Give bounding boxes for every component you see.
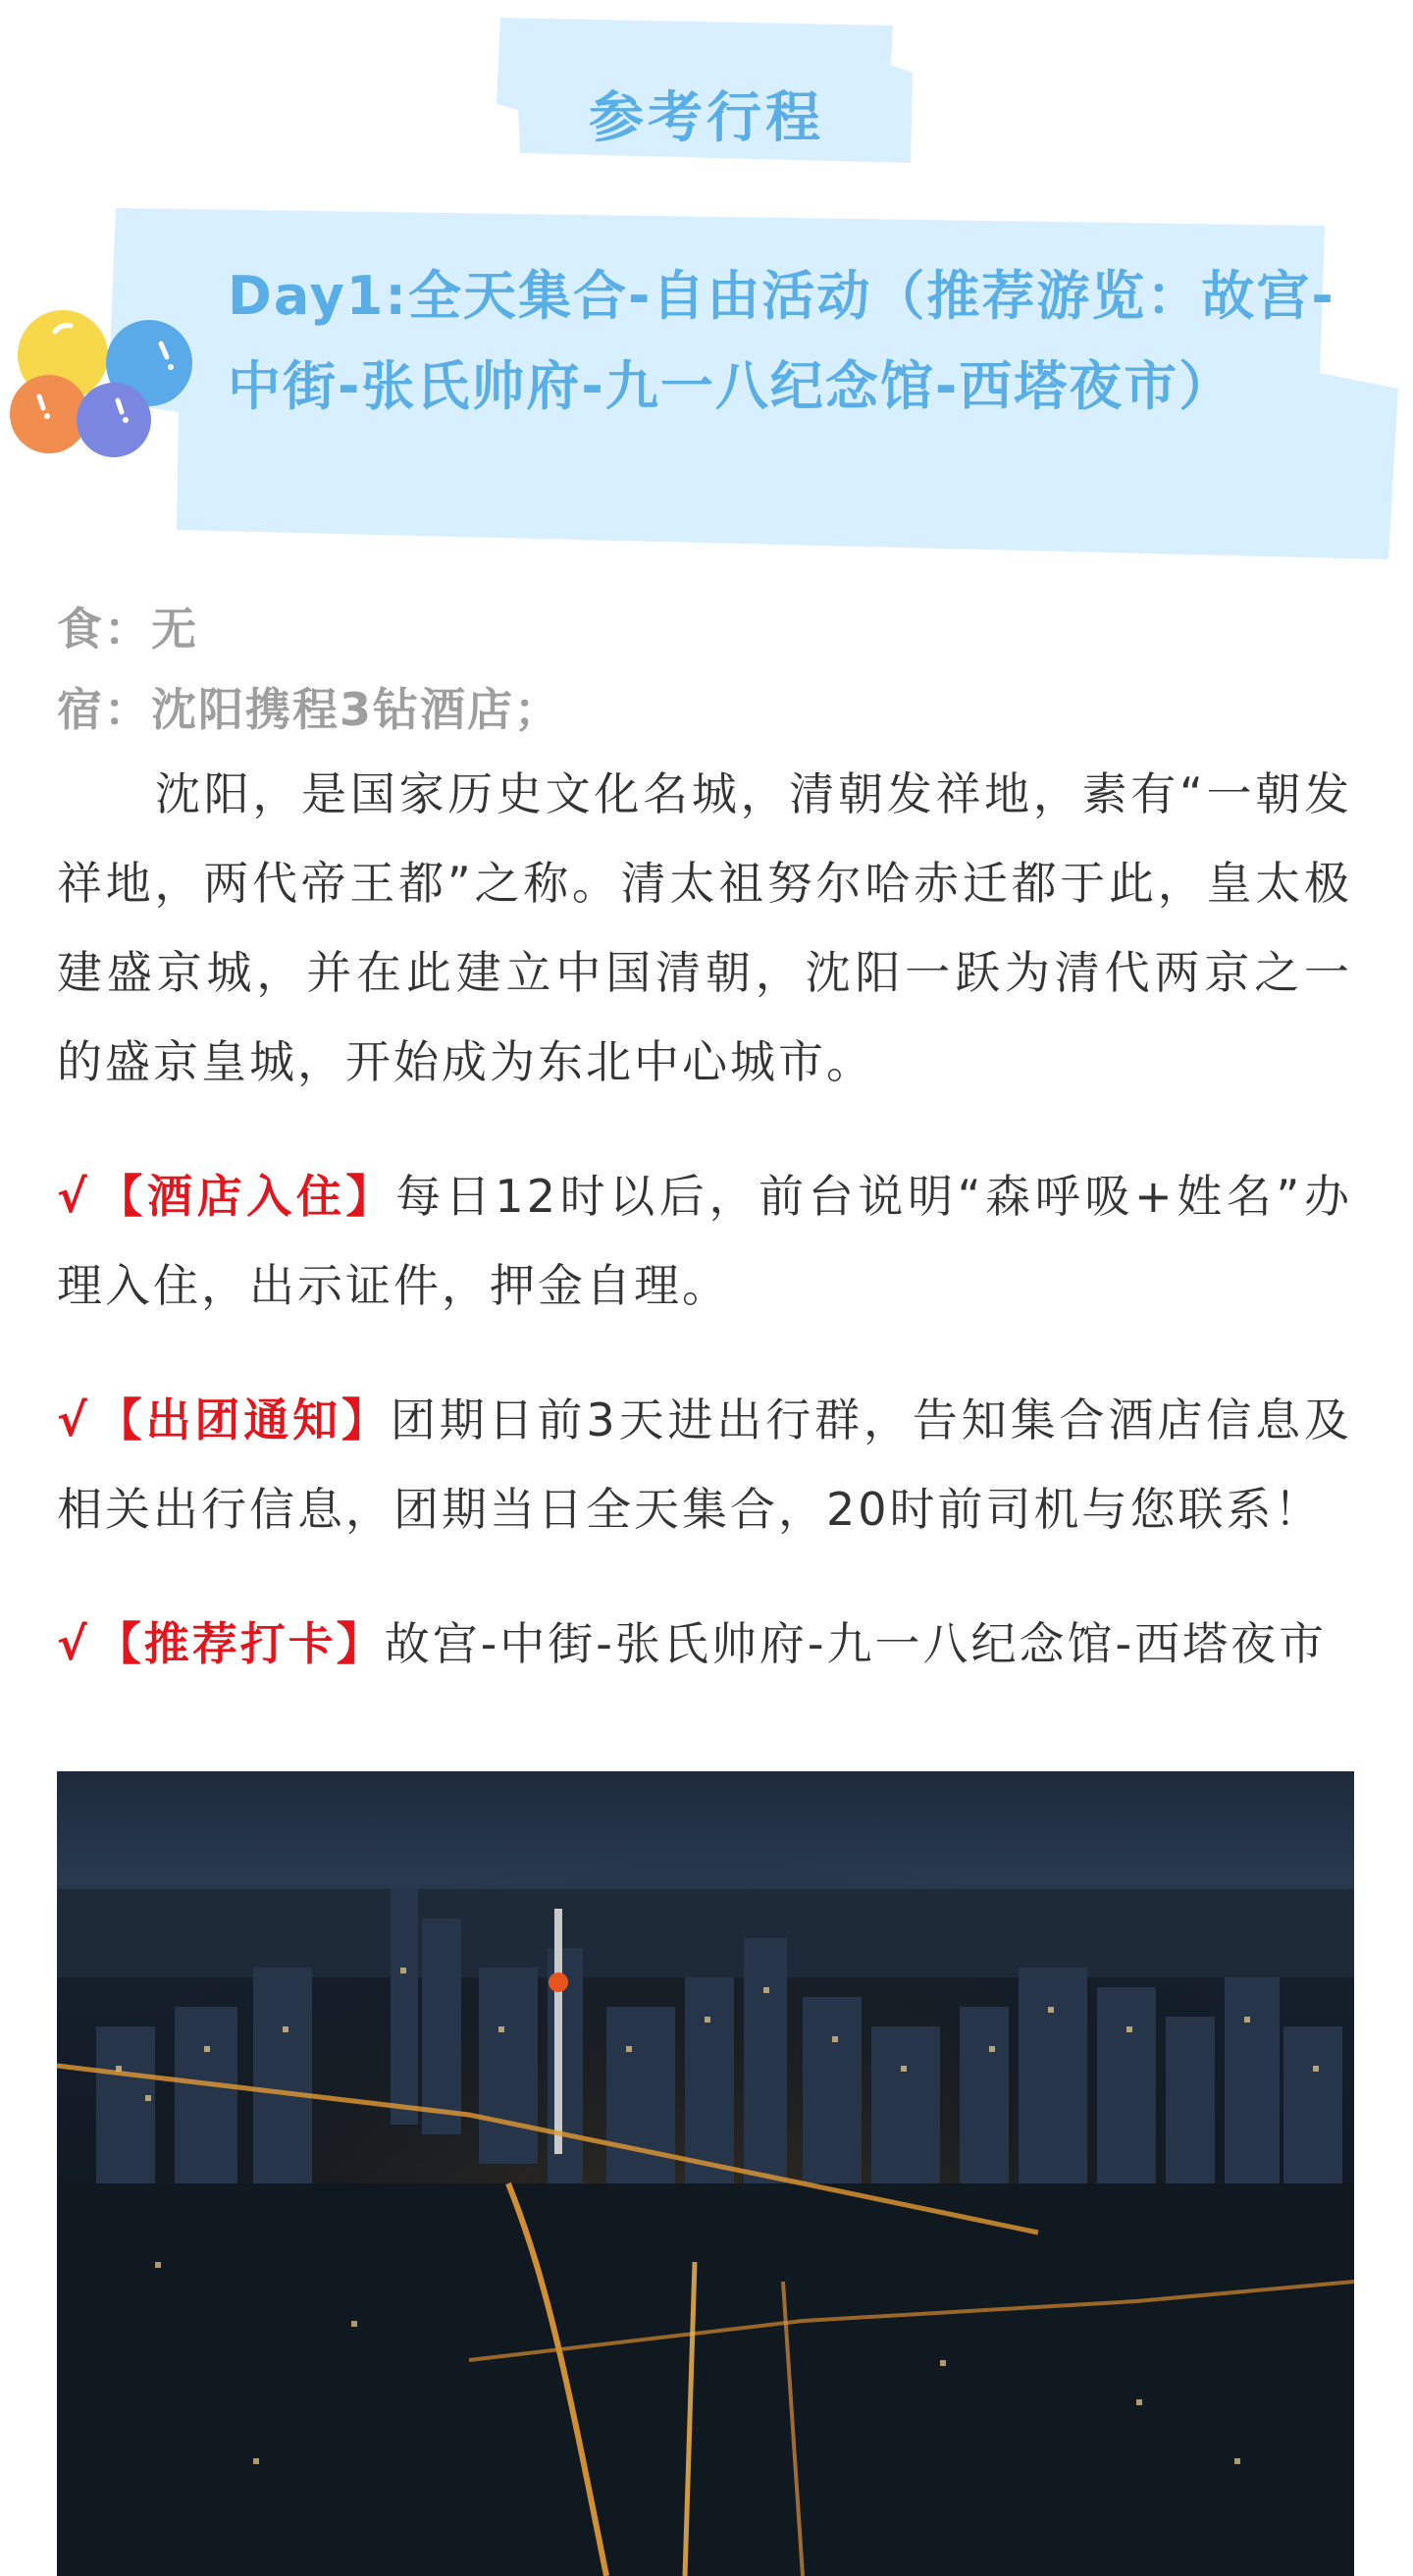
section-header bbox=[491, 16, 922, 173]
tip-label: 【出团通知】 bbox=[95, 1393, 391, 1446]
tip-text: 故宫-中街-张氏帅府-九一八纪念馆-西塔夜市 bbox=[384, 1617, 1328, 1670]
lodging-value: 沈阳携程3钻酒店； bbox=[151, 683, 562, 736]
tip-hotel-checkin bbox=[57, 1152, 1352, 1331]
tip-text: 每日12时以后，前台说明“森呼吸+姓名”办理入住，出示证件，押金自理。 bbox=[57, 1170, 1352, 1312]
day-title: Day1:全天集合-自由活动（推荐游览：故宫-中街-张氏帅府-九一八纪念馆-西塔夜市） bbox=[228, 265, 1335, 417]
meals-value: 无 bbox=[151, 603, 198, 656]
checkmark-icon: √ bbox=[57, 1393, 90, 1446]
balloons-icon bbox=[4, 304, 200, 471]
checkmark-icon: √ bbox=[57, 1617, 90, 1670]
tip-label: 【推荐打卡】 bbox=[95, 1617, 385, 1670]
day-header bbox=[0, 196, 1413, 569]
shenyang-night-skyline-photo bbox=[57, 1771, 1354, 2576]
lodging-label: 宿： bbox=[57, 683, 151, 736]
tip-recommended-spots bbox=[57, 1600, 1352, 1689]
tip-text: 团期日前3天进出行群，告知集合酒店信息及相关出行信息，团期当日全天集合，20时前司机与您联系！ bbox=[57, 1393, 1352, 1536]
tip-group-notice bbox=[57, 1376, 1352, 1554]
tip-label: 【酒店入住】 bbox=[95, 1170, 396, 1223]
checkmark-icon: √ bbox=[57, 1170, 90, 1223]
itinerary-content bbox=[57, 589, 1352, 1734]
meals-line bbox=[57, 589, 1352, 669]
intro-paragraph: 沈阳，是国家历史文化名城，清朝发祥地，素有“一朝发祥地，两代帝王都”之称。清太祖努尔哈赤迁都于此，皇太极建盛京城，并在此建立中国清朝，沈阳一跃为清代两京之一的盛京皇城，开始成为东北中心城市。 bbox=[57, 767, 1352, 1088]
lodging-line bbox=[57, 669, 1352, 750]
section-title: 参考行程 bbox=[589, 86, 824, 150]
meals-label: 食： bbox=[57, 603, 151, 656]
